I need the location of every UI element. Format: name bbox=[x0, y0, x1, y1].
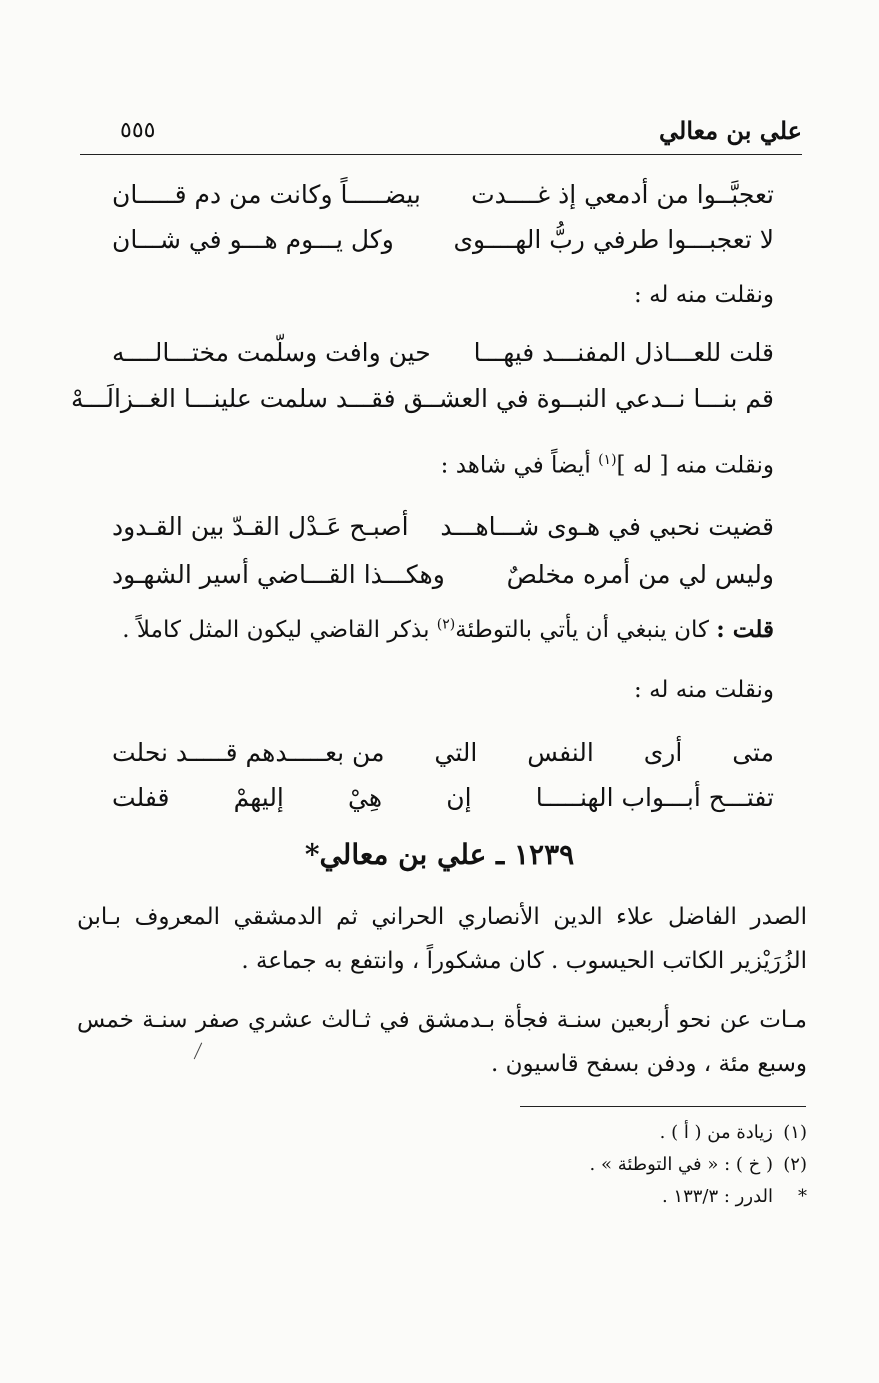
poem-verse bbox=[112, 777, 774, 817]
intro-line bbox=[441, 452, 774, 479]
page-header bbox=[80, 112, 802, 155]
footnote-ref: (٢) bbox=[436, 616, 456, 633]
verse-second-hemistich: حين وافت وسلّمت مختـــالــــه bbox=[112, 338, 431, 367]
note-text: كان ينبغي أن يأتي بالتوطئة bbox=[455, 617, 717, 643]
verse-word: هِيْ bbox=[348, 782, 383, 812]
footnote-text: زيادة من ( أ ) . bbox=[659, 1122, 773, 1143]
poem-verse bbox=[112, 512, 774, 552]
intro-line: ونقلت منه له : bbox=[634, 677, 774, 703]
verse-word: تفتـــح أبـــواب الهنـــــا bbox=[535, 782, 774, 812]
footnote-text: الدرر : ١٣٣/٣ . bbox=[661, 1186, 773, 1207]
poem-verse bbox=[112, 560, 774, 600]
footnote-marker: (١) bbox=[783, 1122, 807, 1143]
verse-second-hemistich: بيضـــــاً وكانت من دم قـــــان bbox=[112, 180, 421, 209]
verse-word: إليهمْ bbox=[233, 782, 284, 812]
running-title: علي بن معالي bbox=[659, 116, 802, 145]
entry-paragraph: مـات عن نحو أربعين سنـة فجأة بـدمشق في ثـالث عشري صفر سنـة خمس وسبع مئة ، ودفن بسفح قاسيون . bbox=[77, 1007, 807, 1077]
footnote bbox=[662, 1186, 807, 1207]
verse-word: قفلت bbox=[112, 782, 170, 812]
verse-first-hemistich: وليس لي من أمره مخلصٌ bbox=[506, 560, 774, 589]
poem-verse bbox=[70, 384, 774, 424]
verse-word: أرى bbox=[643, 737, 683, 767]
note-text: بذكر القاضي ليكون المثل كاملاً . bbox=[122, 617, 437, 643]
verse-word: إن bbox=[446, 782, 472, 812]
intro-line: ونقلت منه له : bbox=[634, 282, 774, 308]
page-number: ٥٥٥ bbox=[120, 118, 156, 143]
footnote-divider bbox=[520, 1106, 806, 1107]
intro-text: أيضاً في شاهد : bbox=[440, 452, 599, 479]
note-label: قلت : bbox=[716, 616, 774, 643]
editor-note bbox=[122, 616, 774, 643]
entry-paragraph: الصدر الفاضل علاء الدين الأنصاري الحراني ثم الدمشقي المعروف بـابن الزُرَيْزير الكاتب الحيسوب . كان مشكوراً ، وانتفع به جماعة . bbox=[77, 904, 807, 974]
verse-first-hemistich: قضيت نحبي في هـوى شـــاهـــد bbox=[440, 512, 774, 541]
footnote-text: ( خ ) : « في التوطئة » . bbox=[589, 1154, 773, 1175]
footnote bbox=[590, 1154, 807, 1175]
poem-verse bbox=[112, 225, 774, 265]
verse-second-hemistich: أصبـح عَـدْل القـدّ بين القـدود bbox=[112, 512, 409, 541]
verse-full-line: قم بنـــا نــدعي النبــوة في العشــق فقـــد سلمت علينـــا الغــزالَـــهْ bbox=[70, 384, 774, 413]
verse-word: متى bbox=[732, 737, 774, 767]
footnote-marker: * bbox=[798, 1186, 807, 1207]
verse-second-hemistich: وهكـــذا القـــاضي أسير الشهـود bbox=[112, 560, 445, 589]
poem-verse bbox=[112, 180, 774, 220]
verse-first-hemistich: قلت للعـــاذل المفنـــد فيهـــا bbox=[473, 338, 774, 367]
footnote-marker: (٢) bbox=[783, 1154, 807, 1175]
entry-title: ١٢٣٩ ـ علي بن معالي* bbox=[304, 838, 575, 871]
verse-second-hemistich: وكل يـــوم هـــو في شـــان bbox=[112, 225, 394, 254]
footnote bbox=[660, 1122, 807, 1143]
poem-verse bbox=[112, 338, 774, 378]
verse-first-hemistich: تعجبَّــوا من أدمعي إذ غــــدت bbox=[471, 180, 774, 209]
verse-word: النفس bbox=[527, 737, 594, 767]
footnote-ref: (١) bbox=[598, 452, 617, 468]
verse-first-hemistich: لا تعجبـــوا طرفي ربُّ الهــــوى bbox=[453, 225, 774, 254]
verse-word: التي bbox=[434, 737, 478, 767]
verse-word: من بعـــــدهم قـــــد نحلت bbox=[112, 737, 385, 767]
intro-text: ونقلت منه [ له ] bbox=[616, 452, 774, 479]
poem-verse bbox=[112, 732, 774, 772]
